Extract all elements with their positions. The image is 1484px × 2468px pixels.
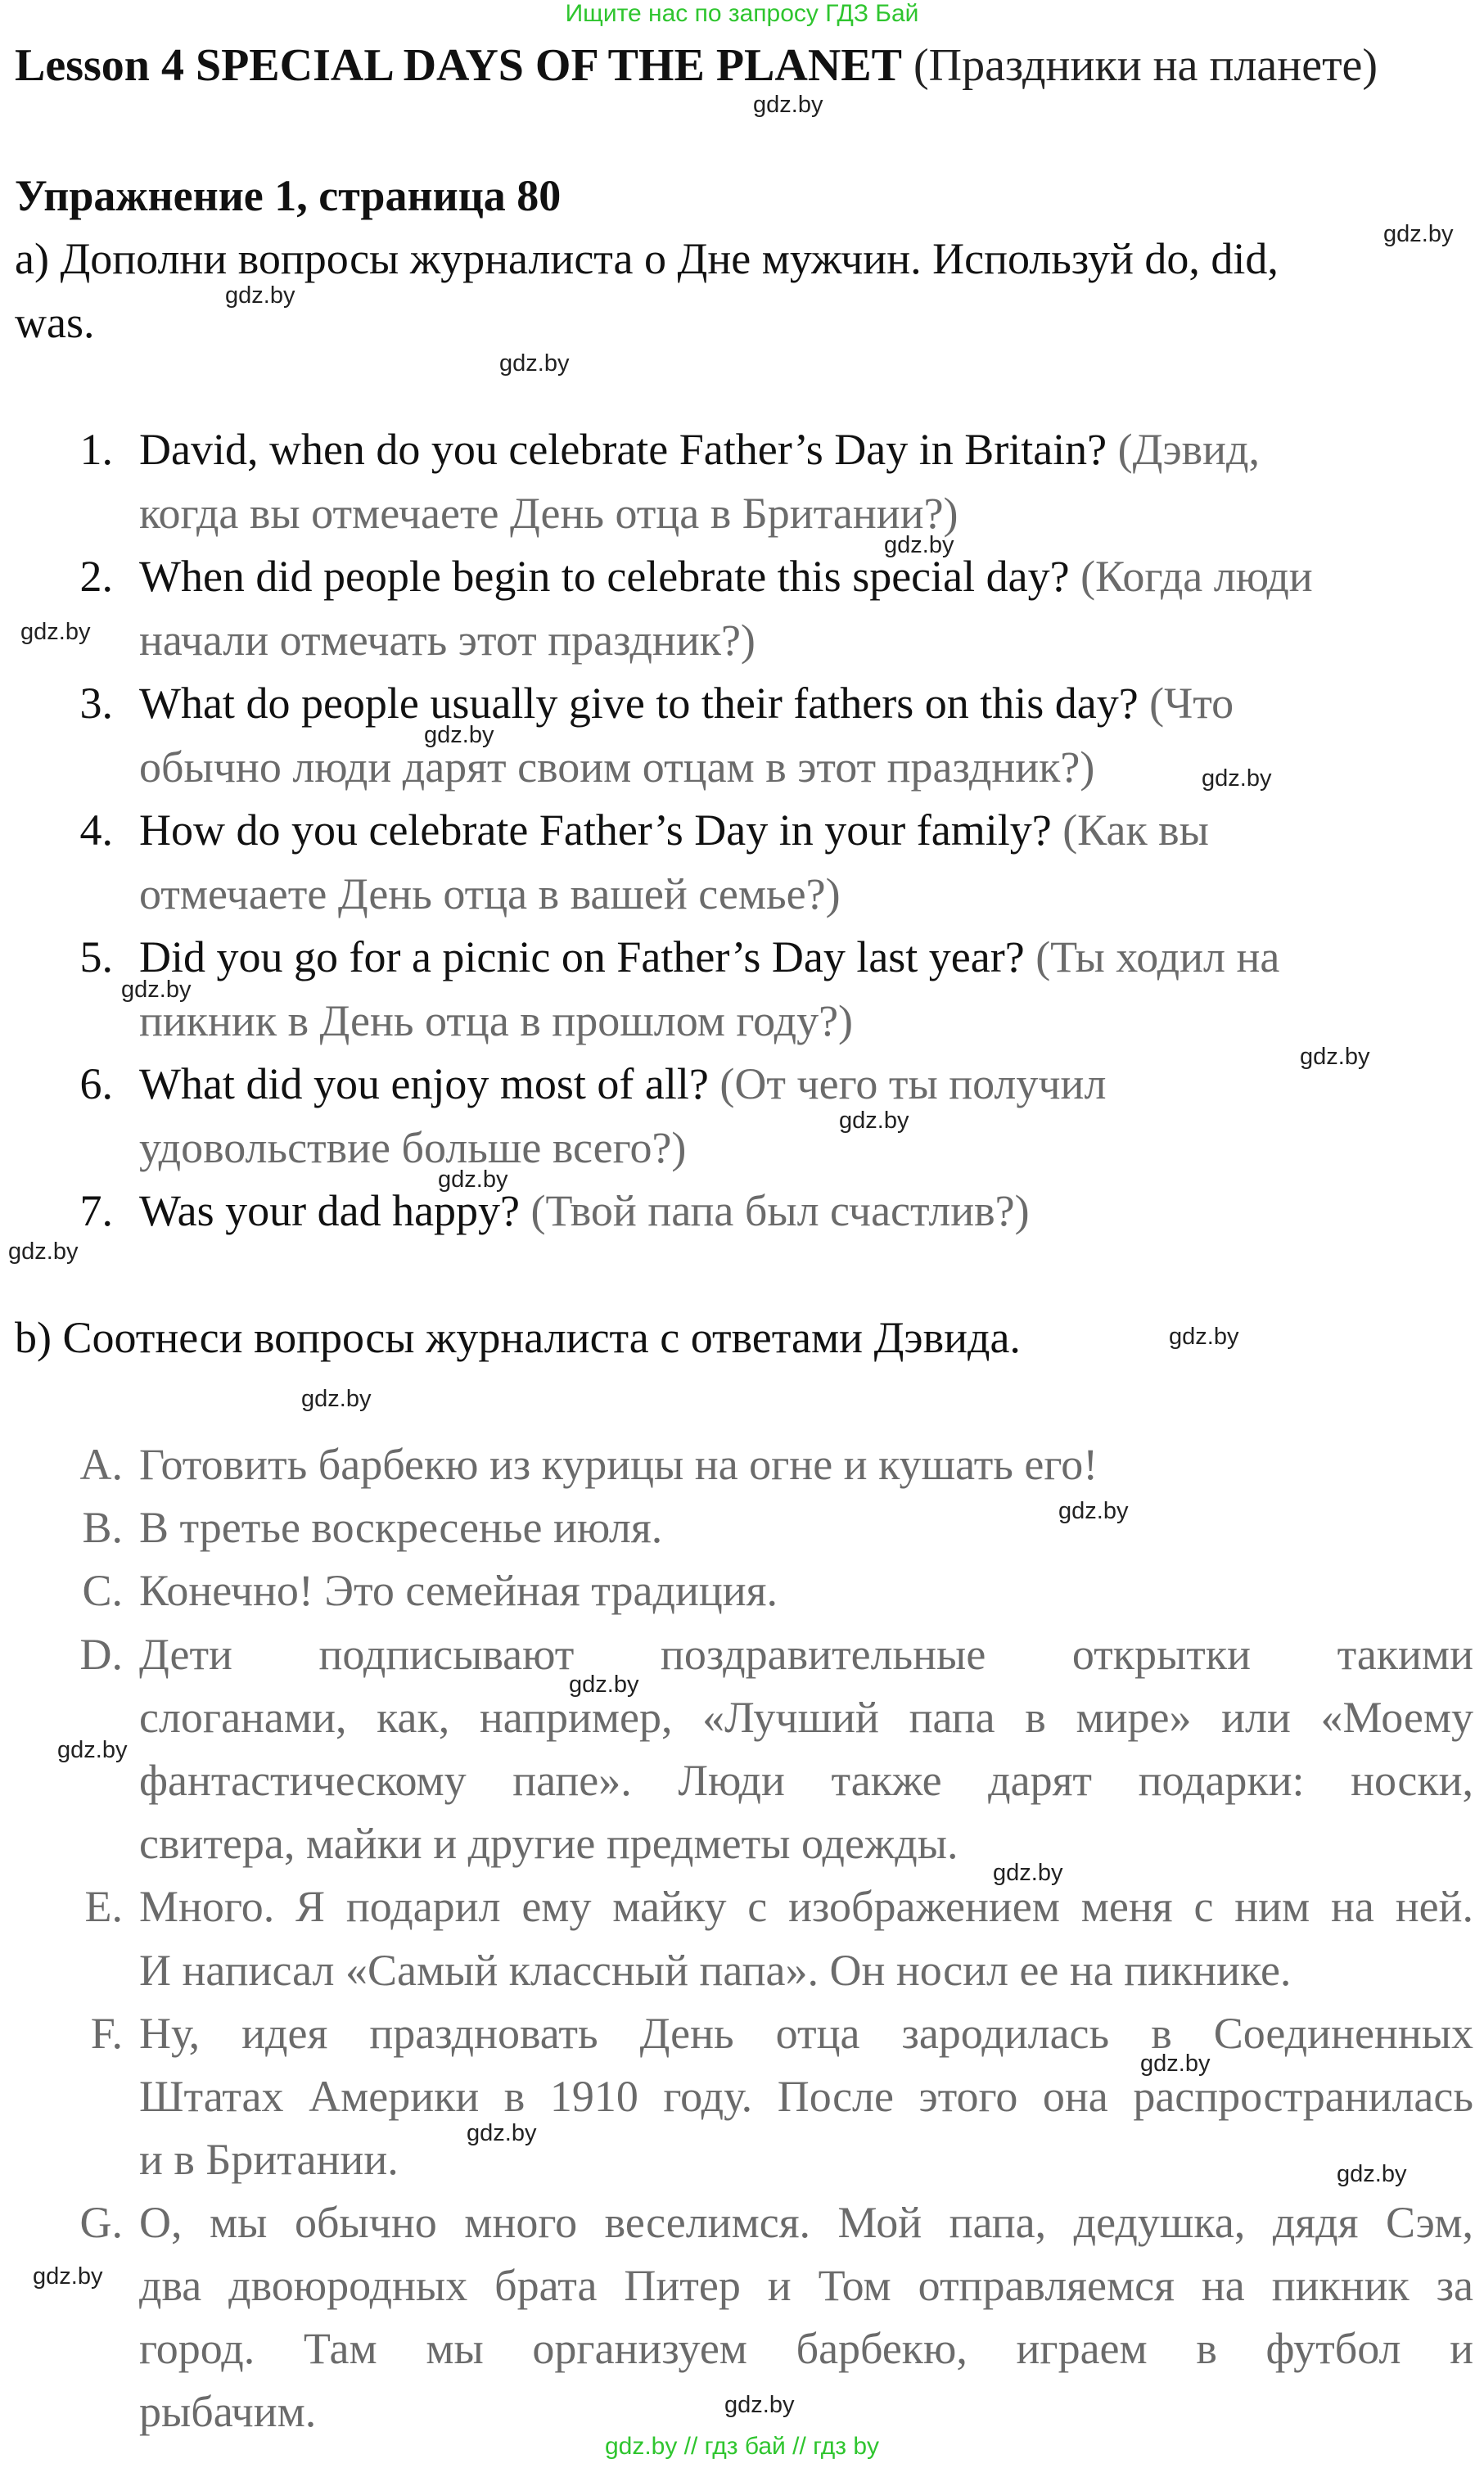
question-en: Did you go for a picnic on Father’s Day last year? — [139, 932, 1025, 981]
answer-letter: B. — [82, 1503, 123, 1552]
watermark: gdz.by — [839, 1108, 909, 1134]
answer-letter: D. — [79, 1630, 123, 1679]
question-line — [139, 1185, 1030, 1236]
question-ru: (Дэвид, — [1117, 425, 1261, 474]
question-ru: (Как вы — [1062, 805, 1209, 855]
question-number: 7. — [79, 1186, 113, 1235]
watermark: gdz.by — [1169, 1324, 1239, 1350]
question-line — [139, 805, 1209, 855]
answer-letter: G. — [79, 2198, 123, 2247]
top-banner: Ищите нас по запросу ГДЗ Бай — [565, 0, 919, 27]
watermark: gdz.by — [499, 350, 570, 377]
watermark: gdz.by — [1300, 1044, 1370, 1070]
question-ru-cont: обычно люди дарят своим отцам в этот праздник?) — [139, 742, 1095, 792]
watermark: gdz.by — [1337, 2161, 1407, 2187]
question-line — [139, 1058, 1106, 1109]
watermark: gdz.by — [33, 2263, 103, 2290]
watermark: gdz.by — [724, 2392, 795, 2418]
watermark: gdz.by — [884, 532, 954, 558]
question-number: 2. — [79, 552, 113, 601]
lesson-title — [15, 39, 1378, 92]
question-en: How do you celebrate Father’s Day in your family? — [139, 805, 1052, 855]
answer-letter: F. — [90, 2009, 123, 2058]
question-number: 1. — [79, 425, 113, 474]
question-ru: (Что — [1149, 679, 1234, 728]
question-line — [139, 551, 1313, 602]
question-ru-cont: отмечаете День отца в вашей семье?) — [139, 869, 841, 918]
answer-line: фантастическому папе». Люди также дарят подарки: носки, — [139, 1756, 1473, 1805]
question-number: 4. — [79, 805, 113, 855]
watermark: gdz.by — [424, 722, 494, 748]
answer-line: Готовить барбекю из курицы на огне и кушать его! — [139, 1440, 1098, 1489]
watermark: gdz.by — [8, 1239, 79, 1265]
lesson-title-en: Lesson 4 SPECIAL DAYS OF THE PLANET — [15, 40, 902, 91]
answer-line: свитера, майки и другие предметы одежды. — [139, 1819, 959, 1868]
question-en: David, when do you celebrate Father’s Day in Britain? — [139, 425, 1107, 474]
watermark: gdz.by — [1383, 221, 1454, 247]
answer-line: Штатах Америки в 1910 году. После этого она распространилась — [139, 2072, 1473, 2121]
answer-line: два двоюродных брата Питер и Том отправляемся на пикник за — [139, 2261, 1473, 2310]
watermark: gdz.by — [569, 1672, 639, 1698]
answer-line: В третье воскресенье июля. — [139, 1503, 663, 1552]
question-ru-cont: удовольствие больше всего?) — [139, 1123, 687, 1172]
answer-line: слоганами, как, например, «Лучший папа в мире» или «Моему — [139, 1693, 1473, 1742]
watermark: gdz.by — [753, 92, 823, 118]
answer-line: город. Там мы организуем барбекю, играем в футбол и — [139, 2324, 1473, 2373]
answer-line: О, мы обычно много веселимся. Мой папа, дедушка, дядя Сэм, — [139, 2198, 1473, 2247]
watermark: gdz.by — [121, 977, 192, 1003]
watermark: gdz.by — [467, 2120, 537, 2146]
answer-letter: A. — [79, 1440, 123, 1489]
watermark: gdz.by — [20, 619, 91, 645]
question-line — [139, 932, 1279, 982]
answer-line: Ну, идея праздновать День отца зародилась в Соединенных — [139, 2009, 1473, 2058]
question-ru: (Когда люди — [1080, 552, 1313, 601]
watermark: gdz.by — [993, 1860, 1063, 1886]
question-number: 6. — [79, 1059, 113, 1108]
question-en: What did you enjoy most of all? — [139, 1059, 709, 1108]
question-number: 5. — [79, 932, 113, 981]
question-en: What do people usually give to their fathers on this day? — [139, 679, 1139, 728]
answer-line: И написал «Самый классный папа». Он носил ее на пикнике. — [139, 1946, 1292, 1995]
answer-line: и в Британии. — [139, 2135, 399, 2184]
watermark: gdz.by — [1140, 2051, 1211, 2077]
watermark: gdz.by — [57, 1737, 128, 1763]
watermark: gdz.by — [301, 1386, 372, 1412]
lesson-title-ru: (Праздники на планете) — [913, 40, 1378, 91]
watermark: gdz.by — [225, 282, 295, 309]
watermark: gdz.by — [1058, 1498, 1129, 1524]
question-ru-cont: когда вы отмечаете День отца в Британии?) — [139, 489, 959, 538]
question-en: When did people begin to celebrate this special day? — [139, 552, 1070, 601]
task-b: b) Соотнеси вопросы журналиста с ответами Дэвида. — [15, 1313, 1021, 1362]
bottom-banner: gdz.by // гдз бай // гдз by — [604, 2433, 880, 2460]
question-ru: (Ты ходил на — [1035, 932, 1280, 981]
task-a-line1: a) Дополни вопросы журналиста о Дне мужчин. Используй do, did, — [15, 234, 1279, 283]
question-ru-cont: начали отмечать этот праздник?) — [139, 616, 756, 665]
question-en: Was your dad happy? — [139, 1186, 521, 1235]
task-a-line2: was. — [15, 298, 95, 347]
answer-letter: E. — [84, 1882, 123, 1931]
answer-line: рыбачим. — [139, 2387, 317, 2436]
answer-line: Дети подписывают поздравительные открытки такими — [139, 1630, 1473, 1679]
answer-line: Конечно! Это семейная традиция. — [139, 1566, 778, 1615]
question-ru: (От чего ты получил — [719, 1059, 1107, 1108]
question-line — [139, 678, 1234, 729]
question-number: 3. — [79, 679, 113, 728]
answer-letter: C. — [82, 1566, 123, 1615]
watermark: gdz.by — [438, 1166, 508, 1193]
exercise-heading: Упражнение 1, страница 80 — [15, 171, 562, 220]
question-ru: (Твой папа был счастлив?) — [530, 1186, 1030, 1235]
question-line — [139, 424, 1260, 475]
answer-line: Много. Я подарил ему майку с изображением меня с ним на ней. — [139, 1882, 1473, 1931]
watermark: gdz.by — [1202, 765, 1272, 792]
question-ru-cont: пикник в День отца в прошлом году?) — [139, 996, 854, 1045]
